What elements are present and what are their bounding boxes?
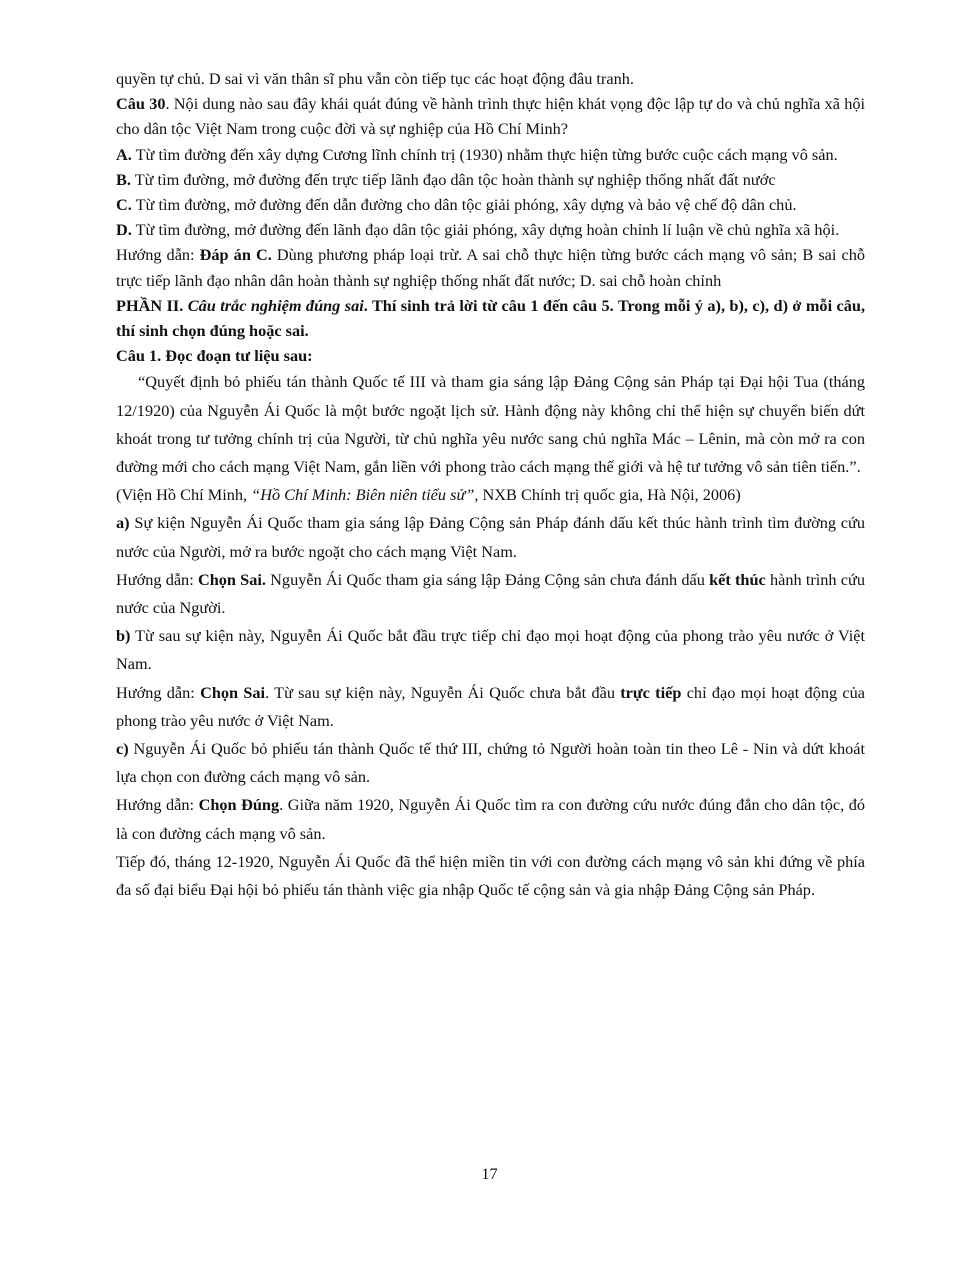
statement-a-guide-text: Nguyễn Ái Quốc tham gia sáng lập Đảng Cộng sản chưa đánh dấu xyxy=(265,569,710,589)
part-2-heading-italic: Câu trắc nghiệm đúng sai xyxy=(187,295,364,315)
statement-b-guide-answer: Chọn Sai xyxy=(200,682,266,702)
statement-c-guide xyxy=(116,791,865,847)
question-30-text: . Nội dung nào sau đây khái quát đúng về hành trình thực hiện khát vọng độc lập tự do và chủ nghĩa xã hội cho dân tộc Việt Nam trong cuộc đời và sự nghiệp của Hồ Chí Minh? xyxy=(116,94,865,139)
quote-source xyxy=(116,481,865,509)
source-prefix: (Viện Hồ Chí Minh, xyxy=(116,485,252,505)
statement-a-guide-emphasis: kết thúc xyxy=(709,569,766,589)
statement-c xyxy=(116,735,865,791)
guide-text: Dùng phương pháp loại trừ. A sai chỗ thực hiện từng bước cách mạng vô sản; B sai chỗ trực tiếp lãnh đạo nhân dân hoàn thành sự nghiệp thống nhất đất nước; D. sai chỗ hoàn chỉnh xyxy=(116,245,865,290)
part-2-heading-rest: . Thí sinh trả lời từ câu 1 đến câu 5. Trong mỗi ý a), b), c), d) ở mỗi câu, thí sinh chọn đúng hoặc sai. xyxy=(116,295,866,341)
part-2-heading xyxy=(116,293,865,343)
question-30-label: Câu 30 xyxy=(116,94,166,114)
statement-b-guide-text-end: chỉ đạo mọi hoạt động của phong trào yêu nước ở Việt Nam. xyxy=(116,682,865,730)
intro-line: quyền tự chủ. D sai vì văn thân sĩ phu vẫn còn tiếp tục các hoạt động đâu tranh. xyxy=(116,69,634,88)
option-c-letter: C. xyxy=(116,195,132,215)
statement-b-guide-text: . Từ sau sự kiện này, Nguyễn Ái Quốc chưa bắt đầu xyxy=(265,682,621,702)
statement-c-guide-answer: Chọn Đúng xyxy=(198,795,280,815)
option-c-text: Từ tìm đường, mở đường đến dẫn đường cho dân tộc giải phóng, xây dựng và bảo vệ chế độ dân chủ. xyxy=(131,195,797,215)
question-1-title xyxy=(116,343,865,368)
option-d-letter: D. xyxy=(116,220,132,240)
statement-a-guide-answer: Chọn Sai. xyxy=(197,569,266,589)
statement-b-guide xyxy=(116,679,865,735)
statement-a-label: a) xyxy=(116,513,130,533)
statement-c-text: Nguyễn Ái Quốc bỏ phiếu tán thành Quốc tế thứ III, chứng tỏ Người hoàn toàn tin theo Lê - Nin và dứt khoát lựa chọn con đường cách mạng vô sản. xyxy=(116,739,865,787)
option-a xyxy=(116,142,865,167)
statement-b-guide-label: Hướng dẫn: xyxy=(116,682,201,702)
part-2-heading-prefix: PHẦN II. xyxy=(116,295,188,315)
page-number: 17 xyxy=(481,1164,498,1183)
option-c xyxy=(116,192,865,217)
statement-c-guide-label: Hướng dẫn: xyxy=(116,795,199,815)
statement-a-guide-label: Hướng dẫn: xyxy=(116,569,198,589)
statement-a-text: Sự kiện Nguyễn Ái Quốc tham gia sáng lập Đảng Cộng sản Pháp đánh dấu kết thúc hành trình tìm đường cứu nước của Người, mở ra bước ngoặt cho cách mạng Việt Nam. xyxy=(116,513,865,561)
statement-a-guide xyxy=(116,566,865,622)
question-30-guide xyxy=(116,242,865,292)
statement-c-label: c) xyxy=(116,739,129,759)
statement-b-guide-emphasis: trực tiếp xyxy=(620,682,682,702)
question-30 xyxy=(116,91,865,141)
option-a-letter: A. xyxy=(116,144,132,164)
option-d xyxy=(116,217,865,242)
question-1-title-text: Câu 1. Đọc đoạn tư liệu sau: xyxy=(116,346,313,366)
option-b xyxy=(116,167,865,192)
question-1-quote: “Quyết định bỏ phiếu tán thành Quốc tế III và tham gia sáng lập Đảng Cộng sản Pháp tại Đại hội Tua (tháng 12/1920) của Nguyễn Ái Quốc là một bước ngoặt lịch sử. Hành động này không chỉ thể hiện sự chuyển biến dứt khoát trong tư tưởng chính trị của Người, từ chủ nghĩa yêu nước sang chủ nghĩa Mác – Lênin, mà còn mở ra con đường mới cho cách mạng Việt Nam, gắn liền với phong trào cách mạng thế giới và hệ tư tưởng vô sản tiên tiến.”. xyxy=(116,372,865,477)
option-b-letter: B. xyxy=(116,169,131,189)
statement-c-guide-text: . Giữa năm 1920, Nguyễn Ái Quốc tìm ra con đường cứu nước đúng đắn cho dân tộc, đó là con đường cách mạng vô sản. xyxy=(116,795,865,843)
document-page xyxy=(116,66,865,904)
guide-answer: Đáp án C. xyxy=(199,245,272,265)
source-title: “Hồ Chí Minh: Biên niên tiểu sử”, xyxy=(251,485,479,505)
statement-b-text: Từ sau sự kiện này, Nguyễn Ái Quốc bắt đầu trực tiếp chỉ đạo mọi hoạt động của phong trào yêu nước ở Việt Nam. xyxy=(116,626,865,674)
guide-label: Hướng dẫn: xyxy=(116,245,200,265)
statement-a xyxy=(116,509,865,565)
statement-b-label: b) xyxy=(116,626,131,646)
statement-a-guide-text-end: hành trình cứu nước của Người. xyxy=(116,569,865,618)
option-a-text: Từ tìm đường đến xây dựng Cương lĩnh chính trị (1930) nhằm thực hiện từng bước cuộc cách mạng vô sản. xyxy=(131,144,838,164)
option-d-text: Từ tìm đường, mở đường đến lãnh đạo dân tộc giải phóng, xây dựng hoàn chỉnh lí luận về chủ nghĩa xã hội. xyxy=(131,220,840,240)
statement-c-followup: Tiếp đó, tháng 12-1920, Nguyễn Ái Quốc đã thể hiện miền tin với con đường cách mạng vô sản khi đứng về phía đa số đại biểu Đại hội bỏ phiếu tán thành việc gia nhập Quốc tế cộng sản và gia nhập Đảng Cộng sản Pháp. xyxy=(116,851,865,900)
option-b-text: Từ tìm đường, mở đường đến trực tiếp lãnh đạo dân tộc hoàn thành sự nghiệp thống nhất đất nước xyxy=(130,169,776,189)
source-rest: NXB Chính trị quốc gia, Hà Nội, 2006) xyxy=(478,485,741,505)
statement-b xyxy=(116,622,865,678)
